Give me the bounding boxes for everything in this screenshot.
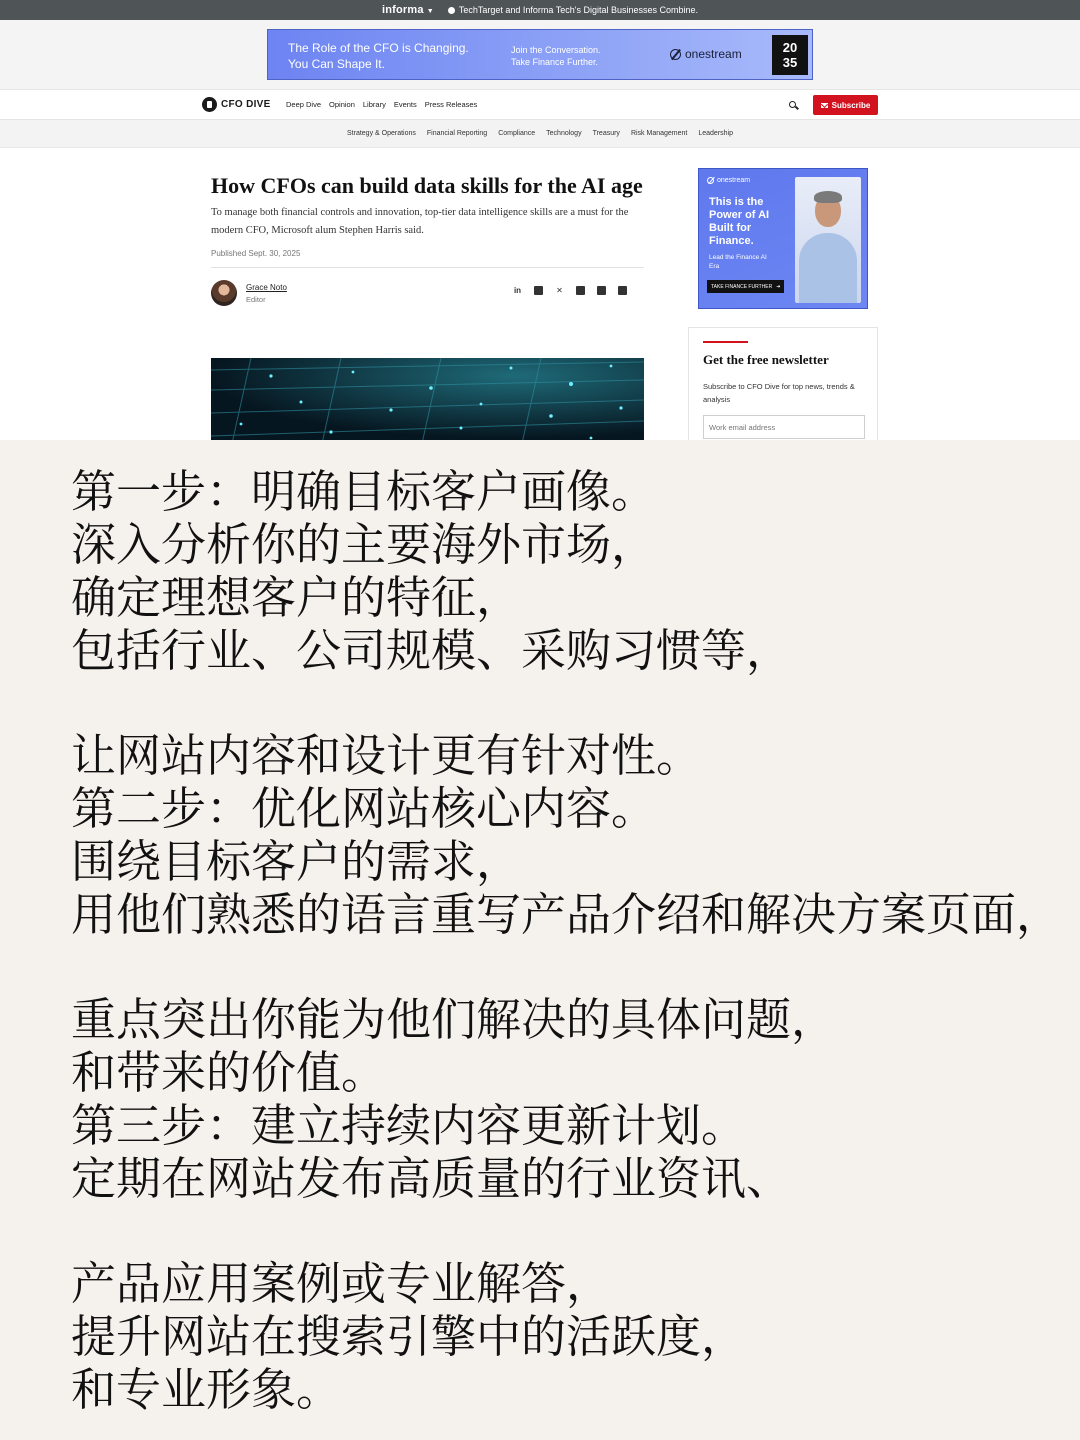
info-icon — [448, 7, 455, 14]
panel-line: 提升网站在搜索引擎中的活跃度， — [71, 1310, 747, 1363]
x-icon[interactable]: ✕ — [556, 286, 563, 295]
onestream-icon — [707, 177, 714, 184]
panel-line: 定期在网站发布高质量的行业资讯、 — [71, 1152, 792, 1205]
sidebar-ad-photo — [795, 177, 861, 303]
nav-opinion[interactable]: Opinion — [329, 100, 355, 109]
sidebar-ad-cta-button[interactable]: TAKE FINANCE FURTHER ➔ — [707, 280, 784, 293]
nav-deep-dive[interactable]: Deep Dive — [286, 100, 322, 109]
newsletter-signup — [688, 327, 878, 440]
email-icon[interactable] — [597, 286, 606, 295]
nav-events[interactable]: Events — [393, 100, 417, 109]
panel-line: 第一步：明确目标客户画像。 — [71, 465, 657, 518]
article-title: How CFOs can build data skills for the AI age — [211, 173, 643, 198]
panel-line: 第二步：优化网站核心内容。 — [71, 782, 657, 835]
banner-cta: Join the Conversation. Take Finance Further. — [511, 45, 601, 67]
article — [211, 172, 644, 308]
panel-line: 产品应用案例或专业解答， — [71, 1257, 612, 1310]
panel-line: 让网站内容和设计更有针对性。 — [71, 729, 702, 782]
share-tools — [513, 286, 627, 295]
panel-line: 用他们熟悉的语言重写产品介绍和解决方案页面， — [71, 888, 1062, 941]
banner-ad[interactable] — [267, 29, 813, 80]
arrow-circle-icon: ➔ — [776, 283, 781, 290]
newsletter-accent — [703, 341, 748, 343]
newsletter-title: Get the free newsletter — [703, 352, 829, 367]
onestream-icon — [670, 49, 681, 60]
mail-icon — [821, 103, 828, 108]
panel-line: 包括行业、公司规模、采购习惯等， — [71, 624, 792, 677]
panel-line: 确定理想客户的特征， — [71, 571, 522, 624]
author-avatar — [211, 280, 237, 306]
topic-compliance[interactable]: Compliance — [498, 130, 536, 137]
article-screenshot — [0, 0, 1080, 440]
topic-risk-management[interactable]: Risk Management — [630, 130, 688, 137]
topic-nav — [0, 120, 1080, 148]
sidebar-ad-headline: This is the Power of AI Built for Finance. — [709, 196, 770, 247]
panel-line: 和专业形象。 — [71, 1363, 342, 1416]
top-ad-zone — [0, 20, 1080, 90]
nav-library[interactable]: Library — [362, 100, 386, 109]
cfo-dive-icon — [202, 97, 217, 112]
sidebar-ad-subtext: Lead the Finance AI Era — [709, 254, 767, 270]
print-icon[interactable] — [576, 286, 585, 295]
notice-text[interactable]: TechTarget and Informa Tech's Digital Businesses Combine. — [458, 5, 699, 15]
author-link[interactable]: Grace Noto — [246, 283, 287, 292]
panel-line: 深入分析你的主要海外市场， — [71, 518, 657, 571]
onestream-logo: onestream — [670, 47, 742, 61]
topic-technology[interactable]: Technology — [546, 130, 582, 137]
search-icon[interactable] — [789, 101, 796, 108]
subscribe-button[interactable]: Subscribe — [813, 95, 878, 115]
topic-treasury[interactable]: Treasury — [592, 130, 620, 137]
topic-financial-reporting[interactable]: Financial Reporting — [426, 130, 488, 137]
informa-top-bar — [0, 0, 1080, 20]
main-nav — [0, 90, 1080, 120]
author-role: Editor — [246, 295, 266, 304]
byline — [211, 268, 644, 308]
newsletter-description: Subscribe to CFO Dive for top news, trends & analysis — [703, 382, 855, 404]
topic-strategy-operations[interactable]: Strategy & Operations — [347, 130, 416, 137]
license-icon[interactable] — [618, 286, 627, 295]
nav-links — [286, 100, 477, 109]
facebook-icon[interactable] — [534, 286, 543, 295]
chevron-down-icon: ▼ — [426, 8, 434, 15]
hero-image — [211, 358, 644, 440]
linkedin-icon[interactable]: in — [513, 286, 522, 295]
nav-press-releases[interactable]: Press Releases — [424, 100, 478, 109]
text-panel — [0, 440, 1080, 1440]
panel-line: 第三步：建立持续内容更新计划。 — [71, 1099, 747, 1152]
informa-menu[interactable]: informa ▼ — [381, 4, 434, 16]
cfo-dive-logo[interactable]: CFO DIVE — [202, 97, 271, 112]
sidebar-ad-brand: onestream — [707, 177, 750, 184]
panel-line: 和带来的价值。 — [71, 1046, 387, 1099]
banner-headline: The Role of the CFO is Changing. You Can Shape It. — [288, 41, 469, 71]
topic-leadership[interactable]: Leadership — [698, 130, 733, 137]
publish-date: Published Sept. 30, 2025 — [211, 249, 644, 268]
finance-2035-badge: 20 35 — [772, 35, 808, 75]
email-field[interactable] — [703, 415, 865, 439]
sidebar-ad[interactable] — [698, 168, 868, 309]
panel-line: 围绕目标客户的需求， — [71, 835, 522, 888]
circuit-board-graphic — [211, 358, 644, 440]
informa-notice[interactable] — [448, 5, 698, 15]
panel-line: 重点突出你能为他们解决的具体问题， — [71, 993, 837, 1046]
article-dek: To manage both financial controls and innovation, top-tier data intelligence skills are a must for the modern CFO, Microsoft alum Stephen Harris said. — [211, 207, 629, 236]
